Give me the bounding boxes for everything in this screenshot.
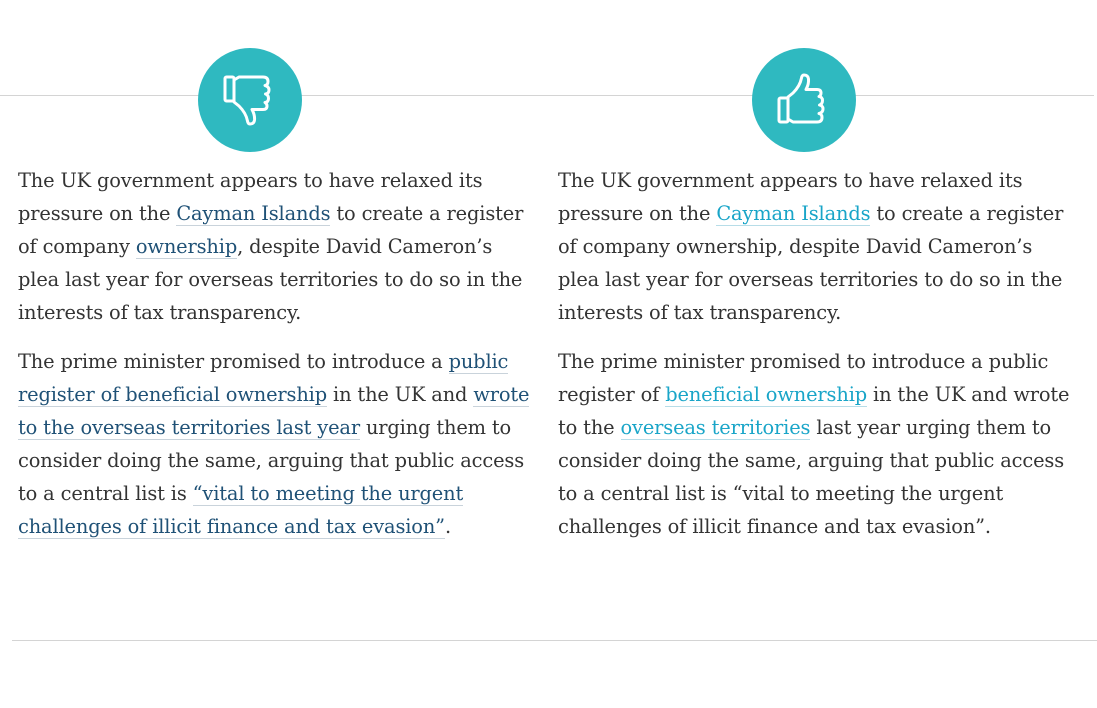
bottom-divider (12, 640, 1097, 641)
link-wrote-to-territories[interactable]: wrote to the overseas territories last year (18, 383, 530, 439)
link-cayman-islands[interactable]: Cayman Islands (716, 202, 871, 225)
text-segment: The UK government appears to have relaxed its pressure on the (558, 169, 1023, 225)
left-paragraph-1 (18, 164, 533, 329)
top-divider (0, 95, 1094, 96)
text-segment: to create a register of company (18, 202, 524, 258)
text-segment: , despite David Cameron’s plea last year for overseas territories to do so in the interests of tax transparency. (18, 235, 523, 324)
text-segment: . (444, 515, 451, 538)
text-segment: The prime minister promised to introduce a public register of (558, 350, 1049, 406)
text-segment: The UK government appears to have relaxed its pressure on the (18, 169, 483, 225)
text-segment: to create a register of company ownership, despite David Cameron’s plea last year for overseas territories to do so in the interests of tax transparency. (558, 202, 1064, 324)
right-article-excerpt (558, 164, 1073, 559)
right-paragraph-1 (558, 164, 1073, 329)
left-paragraph-2 (18, 345, 533, 543)
link-cayman-islands[interactable]: Cayman Islands (176, 202, 331, 225)
text-segment: in the UK and (327, 383, 474, 406)
text-segment: in the UK and wrote to the (558, 383, 1070, 439)
text-segment: urging them to consider doing the same, arguing that public access to a central list is (18, 416, 525, 505)
thumbs-down-badge (198, 48, 302, 152)
link-public-register[interactable]: public register of beneficial ownership (18, 350, 509, 406)
thumbs-up-icon (773, 69, 835, 131)
link-ownership[interactable]: ownership (135, 235, 238, 258)
text-segment: last year urging them to consider doing the same, arguing that public access to a central list is “vital to meeting the urgent challenges of illicit finance and tax evasion”. (558, 416, 1065, 538)
left-article-excerpt (18, 164, 533, 559)
right-paragraph-2 (558, 345, 1073, 543)
link-vital-quote[interactable]: “vital to meeting the urgent challenges of illicit finance and tax evasion” (18, 482, 464, 538)
link-beneficial-ownership[interactable]: beneficial ownership (665, 383, 868, 406)
text-segment: The prime minister promised to introduce a (18, 350, 449, 373)
thumbs-down-icon (219, 69, 281, 131)
thumbs-up-badge (752, 48, 856, 152)
link-overseas-territories[interactable]: overseas territories (620, 416, 811, 439)
